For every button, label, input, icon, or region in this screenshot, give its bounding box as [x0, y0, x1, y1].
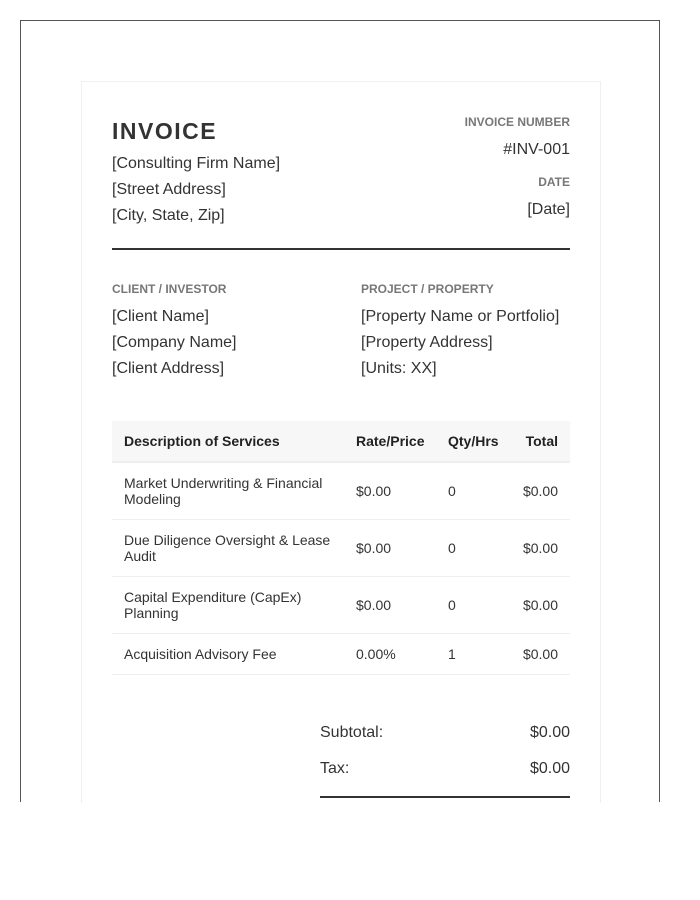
header-divider [112, 248, 570, 250]
row-total: $0.00 [506, 634, 570, 675]
invoice-number-label: INVOICE NUMBER [464, 115, 570, 129]
firm-city-state-zip: [City, State, Zip] [112, 207, 225, 224]
date-value: [Date] [527, 201, 570, 218]
property-name: [Property Name or Portfolio] [361, 308, 560, 325]
table-row [112, 462, 570, 520]
row-qty: 0 [436, 577, 506, 634]
row-qty: 1 [436, 634, 506, 675]
page-frame [20, 20, 660, 802]
row-qty: 0 [436, 520, 506, 577]
client-label: CLIENT / INVESTOR [112, 282, 227, 296]
invoice-number-value: #INV-001 [503, 141, 570, 158]
tax-value: $0.00 [529, 760, 570, 777]
table-row [112, 520, 570, 577]
invoice-title: INVOICE [112, 118, 218, 144]
client-address: [Client Address] [112, 360, 225, 377]
row-rate: $0.00 [344, 520, 436, 577]
tax-label: Tax: [320, 760, 350, 777]
totals-divider [320, 796, 570, 798]
column-header-qty: Qty/Hrs [436, 421, 506, 462]
date-label: DATE [538, 175, 570, 189]
row-total: $0.00 [506, 577, 570, 634]
column-header-total: Total [506, 421, 570, 462]
row-rate: $0.00 [344, 577, 436, 634]
row-description: Market Underwriting & Financial Modeling [112, 462, 344, 520]
row-rate: $0.00 [344, 462, 436, 520]
column-header-rate: Rate/Price [344, 421, 436, 462]
row-total: $0.00 [506, 462, 570, 520]
client-company: [Company Name] [112, 334, 237, 351]
property-units: [Units: XX] [361, 360, 437, 377]
row-description: Acquisition Advisory Fee [112, 634, 344, 675]
row-description: Capital Expenditure (CapEx) Planning [112, 577, 344, 634]
firm-street-address: [Street Address] [112, 181, 226, 198]
row-total: $0.00 [506, 520, 570, 577]
project-label: PROJECT / PROPERTY [361, 282, 494, 296]
table-row [112, 634, 570, 675]
subtotal-label: Subtotal: [320, 724, 384, 741]
invoice-sheet [81, 81, 601, 803]
row-qty: 0 [436, 462, 506, 520]
table-row [112, 577, 570, 634]
row-description: Due Diligence Oversight & Lease Audit [112, 520, 344, 577]
subtotal-value: $0.00 [529, 724, 570, 741]
column-header-description: Description of Services [112, 421, 344, 462]
services-table [112, 421, 570, 675]
property-address: [Property Address] [361, 334, 493, 351]
row-rate: 0.00% [344, 634, 436, 675]
table-header-row [112, 421, 570, 462]
firm-name: [Consulting Firm Name] [112, 155, 281, 172]
client-name: [Client Name] [112, 308, 209, 325]
